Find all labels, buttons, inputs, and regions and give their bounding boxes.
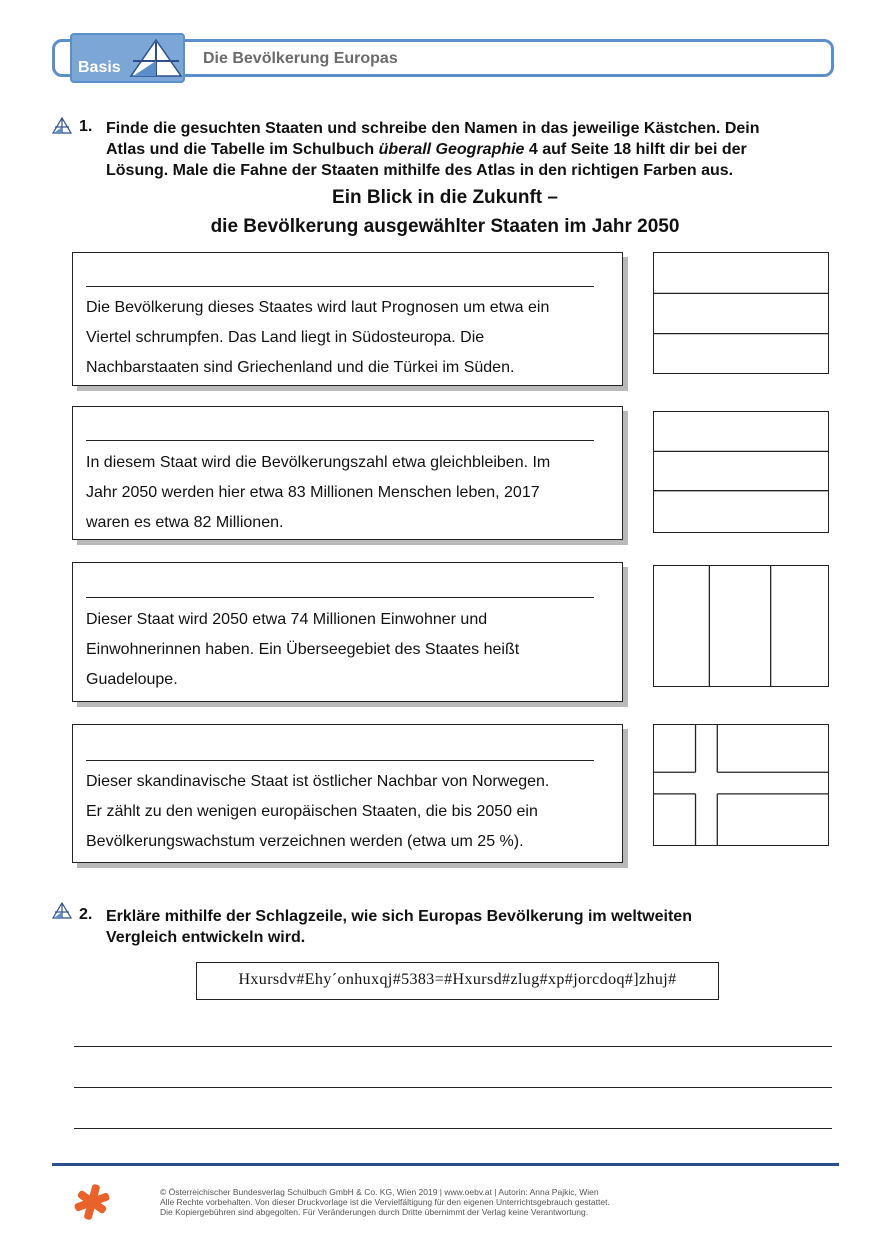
task1-line-1: Finde die gesuchten Staaten und schreibe den Namen in das jeweilige Kästchen. Dein xyxy=(106,120,760,137)
section-title-line-2: die Bevölkerung ausgewählter Staaten im Jahr 2050 xyxy=(210,216,680,237)
answer-line[interactable] xyxy=(86,440,594,441)
country-card-2 xyxy=(72,406,623,540)
task1-number: 1. xyxy=(79,118,93,135)
level-triangle-icon xyxy=(52,117,72,134)
page-title: Die Bevölkerung Europas xyxy=(203,50,398,67)
task1-instruction xyxy=(106,118,760,181)
card-text: Dieser skandinavische Staat ist östlicher Nachbar von Norwegen. Er zählt zu den wenigen europäischen Staaten, die bis 2050 ein Bevölkerungswachstum verzeichnen werden (etwa um 25 %). xyxy=(86,773,550,850)
answer-line[interactable] xyxy=(86,760,594,761)
flag-nordic-cross[interactable] xyxy=(653,724,829,846)
card-text: Die Bevölkerung dieses Staates wird laut Prognosen um etwa ein Viertel schrumpfen. Das Land liegt in Südosteuropa. Die Nachbarstaaten sind Griechenland und die Türkei im Süden. xyxy=(86,299,550,376)
writing-line-3[interactable] xyxy=(74,1128,832,1129)
flag-horizontal-stripes-1[interactable] xyxy=(653,252,829,374)
basis-level-icon xyxy=(129,38,183,78)
answer-line[interactable] xyxy=(86,286,594,287)
basis-label: Basis xyxy=(78,59,121,76)
level-triangle-icon xyxy=(52,902,72,919)
task2-instruction: Erkläre mithilfe der Schlagzeile, wie sich Europas Bevölkerung im weltweiten Vergleich entwickeln wird. xyxy=(106,908,692,946)
headline-cipher-box: Hxursdv#Ehy´onhuxqj#5383=#Hxursd#zlug#xp#jorcdoq#]zhuj# xyxy=(196,962,719,1000)
writing-line-1[interactable] xyxy=(74,1046,832,1047)
writing-line-2[interactable] xyxy=(74,1087,832,1088)
card-text: Dieser Staat wird 2050 etwa 74 Millionen Einwohner und Einwohnerinnen haben. Ein Überseegebiet des Staates heißt Guadeloupe. xyxy=(86,611,520,688)
country-card-4 xyxy=(72,724,623,863)
country-card-3 xyxy=(72,562,623,702)
footer-rule xyxy=(52,1163,839,1166)
footer-copyright: © Österreichischer Bundesverlag Schulbuch GmbH & Co. KG, Wien 2019 | www.oebv.at | Autorin: Anna Pajkic, Wien Alle Rechte vorbehalten. Von dieser Druckvorlage ist die Vervielfältigung für den eigenen Unterrichtsgebrauch gestattet. Die Kopiergebühren sind abgegolten. Für Veränderungen durch Dritte übernimmt der Verlag keine Verantwortung. xyxy=(160,1187,610,1217)
country-card-1 xyxy=(72,252,623,386)
flag-horizontal-stripes-2[interactable] xyxy=(653,411,829,533)
task1-line-3: Lösung. Male die Fahne der Staaten mithilfe des Atlas in den richtigen Farben aus. xyxy=(106,162,734,179)
flag-vertical-stripes[interactable] xyxy=(653,565,829,687)
publisher-logo-icon xyxy=(73,1183,111,1221)
task1-line-2: Atlas und die Tabelle im Schulbuch überall Geographie 4 auf Seite 18 hilft dir bei der xyxy=(106,141,747,158)
section-title-line-1: Ein Blick in die Zukunft – xyxy=(332,187,558,208)
task2-number: 2. xyxy=(79,906,93,923)
card-text: In diesem Staat wird die Bevölkerungszahl etwa gleichbleiben. Im Jahr 2050 werden hier etwa 83 Millionen Menschen leben, 2017 waren es etwa 82 Millionen. xyxy=(86,454,551,531)
book-title: überall Geographie xyxy=(378,141,525,158)
answer-line[interactable] xyxy=(86,597,594,598)
